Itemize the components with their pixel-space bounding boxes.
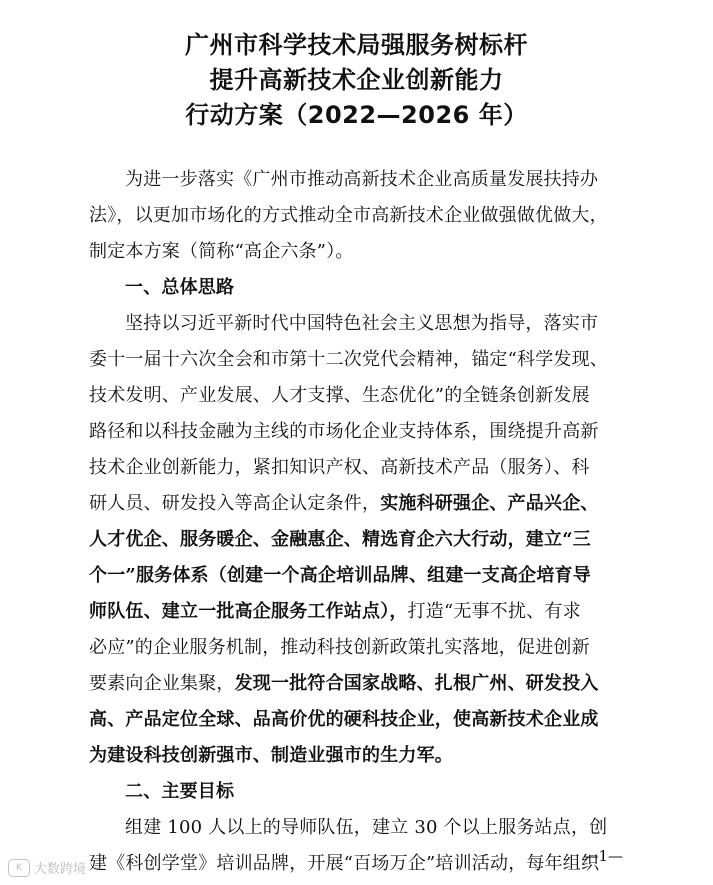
paragraph-line: 高、产品定位全球、品高价优的硬科技企业，使高新技术企业成 [89, 709, 599, 730]
paragraph-line: 路径和以科技金融为主线的市场化企业支持体系，围绕提升高新 [89, 421, 599, 442]
paragraph-line: 个一”服务体系（创建一个高企培训品牌、组建一支高企培育导 [89, 565, 591, 586]
paragraph-line: 坚持以习近平新时代中国特色社会主义思想为指导，落实市 [125, 313, 599, 334]
document-body [89, 162, 627, 882]
title-line-3: 行动方案（2022—2026 年） [185, 101, 528, 129]
paragraph-line: 必应”的企业服务机制，推动科技创新政策扎实落地，促进创新 [89, 637, 590, 658]
title-line-1: 广州市科学技术局强服务树标杆 [185, 31, 528, 59]
paragraph-text: 打造“无事不扰、有求 [407, 601, 581, 622]
paragraph-bold-text: 实施科研强企、产品兴企、 [380, 493, 599, 514]
title-line-2: 提升高新技术企业创新能力 [209, 66, 504, 94]
paragraph-line: 为进一步落实《广州市推动高新技术企业高质量发展扶持办 [125, 169, 599, 190]
watermark-text: 大数跨境 [34, 862, 87, 877]
paragraph-bold-text: 师队伍、建立一批高企服务工作站点）， [89, 601, 408, 622]
paragraph-bold-text: 发现一批符合国家战略、扎根广州、研发投入 [234, 673, 599, 694]
paragraph-line [89, 486, 627, 522]
paragraph-line: 建《科创学堂》培训品牌，开展“百场万企”培训活动，每年组织 [89, 853, 600, 874]
paragraph-line [89, 666, 627, 702]
paragraph-line: 法》，以更加市场化的方式推动全市高新技术企业做强做优做大， [89, 205, 608, 226]
paragraph-line: 为建设科技创新强市、制造业强市的生力军。 [89, 745, 453, 766]
paragraph-line: 组建 100 人以上的导师队伍，建立 30 个以上服务站点，创 [125, 817, 608, 838]
paragraph-line [89, 594, 627, 630]
paragraph-line: 制定本方案（简称“高企六条”）。 [89, 241, 354, 262]
paragraph-line: 委十一届十六次全会和市第十二次党代会精神，锚定“科学发现、 [89, 349, 608, 370]
document-title [0, 28, 713, 133]
paragraph-line: 技术发明、产业发展、人才支撑、生态优化”的全链条创新发展 [89, 385, 590, 406]
watermark [8, 858, 86, 877]
paragraph-text: 要素向企业集聚， [89, 673, 235, 694]
paragraph-line: 人才优企、服务暖企、金融惠企、精选育企六大行动，建立“三 [89, 529, 591, 550]
section-heading-1: 一、总体思路 [125, 277, 235, 298]
section-heading-2: 二、主要目标 [125, 781, 235, 802]
paragraph-text: 研人员、研发投入等高企认定条件， [89, 493, 381, 514]
paragraph-line: 技术企业创新能力，紧扣知识产权、高新技术产品（服务）、科 [89, 457, 590, 478]
logo-icon: K [8, 859, 30, 877]
page-number: —1— [583, 847, 623, 865]
